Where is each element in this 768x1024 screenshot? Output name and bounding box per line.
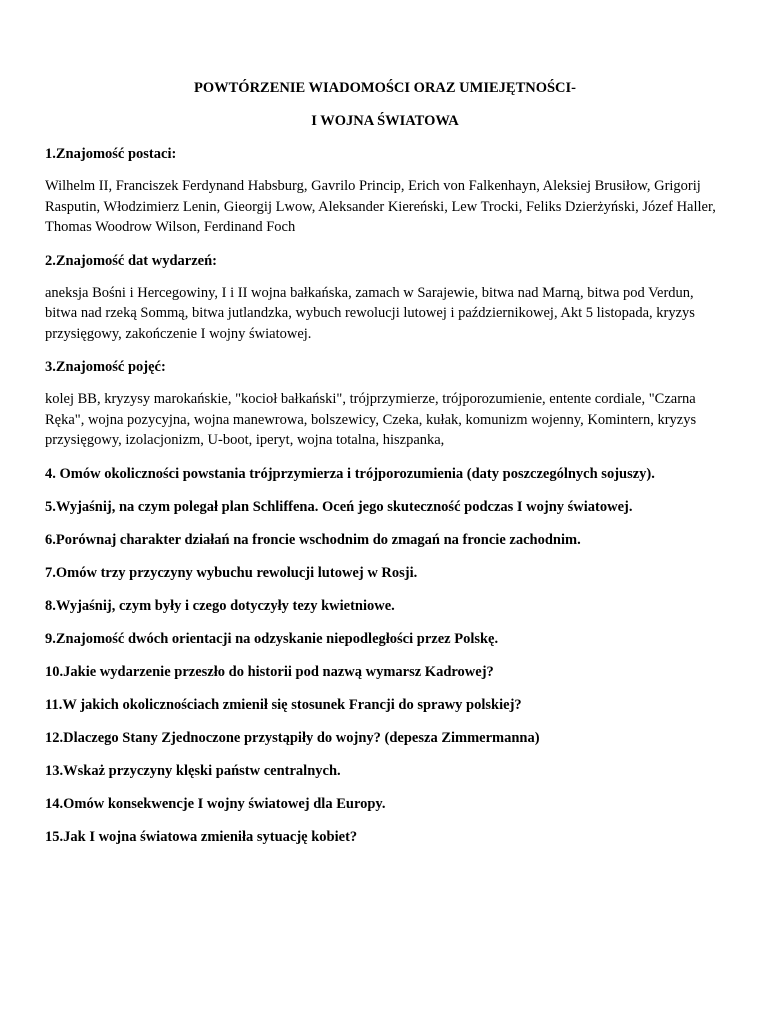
question-item: 14.Omów konsekwencje I wojny światowej dla Europy. <box>45 795 386 812</box>
section-body-daty: aneksja Bośni i Hercegowiny, I i II wojna bałkańska, zamach w Sarajewie, bitwa nad Marną, bitwa pod Verdun, bitwa nad rzeką Sommą, bitwa jutlandzka, wybuch rewolucji lutowej i październikowej, Akt 5 listopada, kryzys przysięgowy, zakończenie I wojny światowej. <box>45 284 695 342</box>
section-heading-daty: 2.Znajomość dat wydarzeń: <box>45 252 217 269</box>
section-heading-postaci: 1.Znajomość postaci: <box>45 146 177 162</box>
question-item: 10.Jakie wydarzenie przeszło do historii pod nazwą wymarsz Kadrowej? <box>45 663 494 680</box>
question-item: 7.Omów trzy przyczyny wybuchu rewolucji lutowej w Rosji. <box>45 564 418 581</box>
question-item: 9.Znajomość dwóch orientacji na odzyskanie niepodległości przez Polskę. <box>45 630 499 647</box>
document-page <box>45 78 725 847</box>
question-item: 8.Wyjaśnij, czym były i czego dotyczyły tezy kwietniowe. <box>45 597 395 614</box>
section-body-pojecia: kolej BB, kryzysy marokańskie, "kocioł bałkański", trójprzymierze, trójporozumienie, entente cordiale, "Czarna Ręka", wojna pozycyjna, wojna manewrowa, bolszewicy, Czeka, kułak, komunizm wojenny, Komintern, kryzys przysięgowy, izolacjonizm, U-boot, iperyt, wojna totalna, hiszpanka, <box>45 391 697 448</box>
document-title-line-1: POWTÓRZENIE WIADOMOŚCI ORAZ UMIEJĘTNOŚCI- <box>193 80 577 96</box>
question-item: 5.Wyjaśnij, na czym polegał plan Schliffena. Oceń jego skuteczność podczas I wojny światowej. <box>45 498 633 515</box>
section-heading-pojecia: 3.Znajomość pojęć: <box>45 359 166 375</box>
question-item: 13.Wskaż przyczyny klęski państw centralnych. <box>45 762 341 779</box>
document-title-line-2: I WOJNA ŚWIATOWA <box>311 113 459 129</box>
question-item: 12.Dlaczego Stany Zjednoczone przystąpiły do wojny? (depesza Zimmermanna) <box>45 729 540 746</box>
section-body-postaci: Wilhelm II, Franciszek Ferdynand Habsburg, Gavrilo Princip, Erich von Falkenhayn, Aleksiej Brusiłow, Grigorij Rasputin, Włodzimierz Lenin, Gieorgij Lwow, Aleksander Kiereński, Lew Trocki, Feliks Dzierżyński, Józef Haller, Thomas Woodrow Wilson, Ferdinand Foch <box>45 178 716 235</box>
question-item: 6.Porównaj charakter działań na froncie wschodnim do zmagań na froncie zachodnim. <box>45 531 581 548</box>
question-item: 11.W jakich okolicznościach zmienił się stosunek Francji do sprawy polskiej? <box>45 696 522 713</box>
question-item: 15.Jak I wojna światowa zmieniła sytuację kobiet? <box>45 828 358 845</box>
question-item: 4. Omów okoliczności powstania trójprzymierza i trójporozumienia (daty poszczególnych sojuszy). <box>45 465 655 482</box>
